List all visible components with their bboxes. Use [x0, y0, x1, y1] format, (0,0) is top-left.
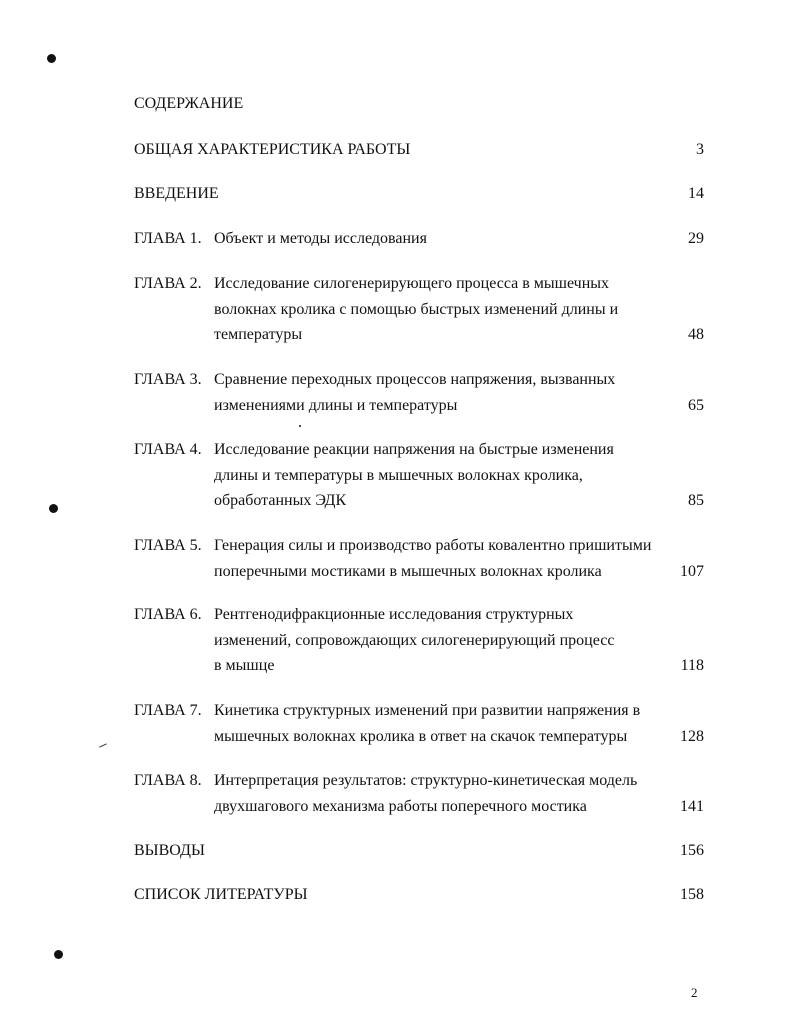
- chapter-title-line: Генерация силы и производство работы ковалентно пришитыми: [214, 537, 652, 554]
- entry-page: 29: [688, 230, 704, 247]
- chapter-title-line: температуры: [214, 326, 303, 343]
- entry-title: ВВЕДЕНИЕ: [134, 185, 219, 202]
- chapter-title-line: Исследование реакции напряжения на быстрые изменения: [214, 441, 614, 458]
- chapter-label: ГЛАВА 8.: [134, 772, 202, 789]
- entry-page: 118: [680, 657, 704, 674]
- toc-entry-chapter-6: [134, 605, 704, 682]
- chapter-label: ГЛАВА 1.: [134, 230, 202, 247]
- toc-entry: [134, 885, 704, 911]
- toc-entry: [134, 841, 704, 867]
- entry-page: 158: [680, 886, 704, 903]
- toc-entry: [134, 140, 704, 166]
- entry-page: 128: [680, 727, 704, 745]
- page-number: 2: [691, 985, 698, 1000]
- chapter-title-line: Объект и методы исследования: [214, 230, 427, 247]
- chapter-label: ГЛАВА 2.: [134, 275, 202, 292]
- toc-entry: [134, 184, 704, 210]
- entry-page: 107: [680, 562, 704, 580]
- entry-page: 3: [696, 141, 704, 158]
- toc-entry-chapter-2: [134, 274, 704, 351]
- punch-hole-mark: [54, 950, 63, 959]
- chapter-label: ГЛАВА 7.: [134, 702, 202, 719]
- chapter-title-line: поперечными мостиками в мышечных волокнах кролика: [214, 562, 602, 580]
- entry-page: 14: [688, 185, 704, 202]
- toc-entry-chapter-3: [134, 370, 704, 421]
- entry-page: 85: [688, 492, 704, 509]
- punch-hole-mark: [47, 54, 56, 63]
- chapter-title-line: двухшагового механизма работы поперечного мостика: [214, 797, 587, 815]
- entry-title: ОБЩАЯ ХАРАКТЕРИСТИКА РАБОТЫ: [134, 141, 411, 158]
- chapter-title-line: в мышце: [214, 657, 275, 674]
- chapter-title-line: изменений, сопровождающих силогенерирующий процесс: [214, 631, 615, 649]
- toc-entry-chapter-7: [134, 701, 704, 752]
- chapter-label: ГЛАВА 6.: [134, 606, 202, 623]
- page-title: СОДЕРЖАНИЕ: [134, 95, 244, 112]
- entry-page: 48: [688, 326, 704, 343]
- chapter-title-line: волокнах кролика с помощью быстрых изменений длины и: [214, 300, 619, 318]
- chapter-label: ГЛАВА 5.: [134, 537, 202, 554]
- chapter-title-line: обработанных ЭДК: [214, 492, 347, 509]
- scan-speck: [99, 743, 107, 747]
- toc-entry-chapter-1: [134, 229, 704, 255]
- chapter-label: ГЛАВА 4.: [134, 441, 202, 458]
- chapter-title-line: Кинетика структурных изменений при развитии напряжения в: [214, 702, 641, 719]
- chapter-title-line: Сравнение переходных процессов напряжения, вызванных: [214, 371, 616, 388]
- entry-page: 65: [688, 396, 704, 414]
- chapter-title-line: Интерпретация результатов: структурно-кинетическая модель: [214, 772, 638, 789]
- toc-entry-chapter-5: [134, 536, 704, 587]
- entry-title: ВЫВОДЫ: [134, 842, 205, 859]
- chapter-title-line: длины и температуры в мышечных волокнах кролика,: [214, 466, 583, 484]
- entry-page: 156: [680, 842, 704, 859]
- scan-speck: [299, 425, 301, 427]
- chapter-title-line: мышечных волокнах кролика в ответ на скачок температуры: [214, 727, 628, 745]
- toc-entry-chapter-4: [134, 440, 704, 517]
- punch-hole-mark: [49, 504, 58, 513]
- chapter-label: ГЛАВА 3.: [134, 371, 202, 388]
- chapter-title-line: Рентгенодифракционные исследования структурных: [214, 606, 574, 623]
- toc-entry-chapter-8: [134, 771, 704, 822]
- chapter-title-line: Исследование силогенерирующего процесса в мышечных: [214, 275, 610, 292]
- chapter-title-line: изменениями длины и температуры: [214, 396, 458, 414]
- entry-title: СПИСОК ЛИТЕРАТУРЫ: [134, 886, 308, 903]
- entry-page: 141: [680, 797, 704, 815]
